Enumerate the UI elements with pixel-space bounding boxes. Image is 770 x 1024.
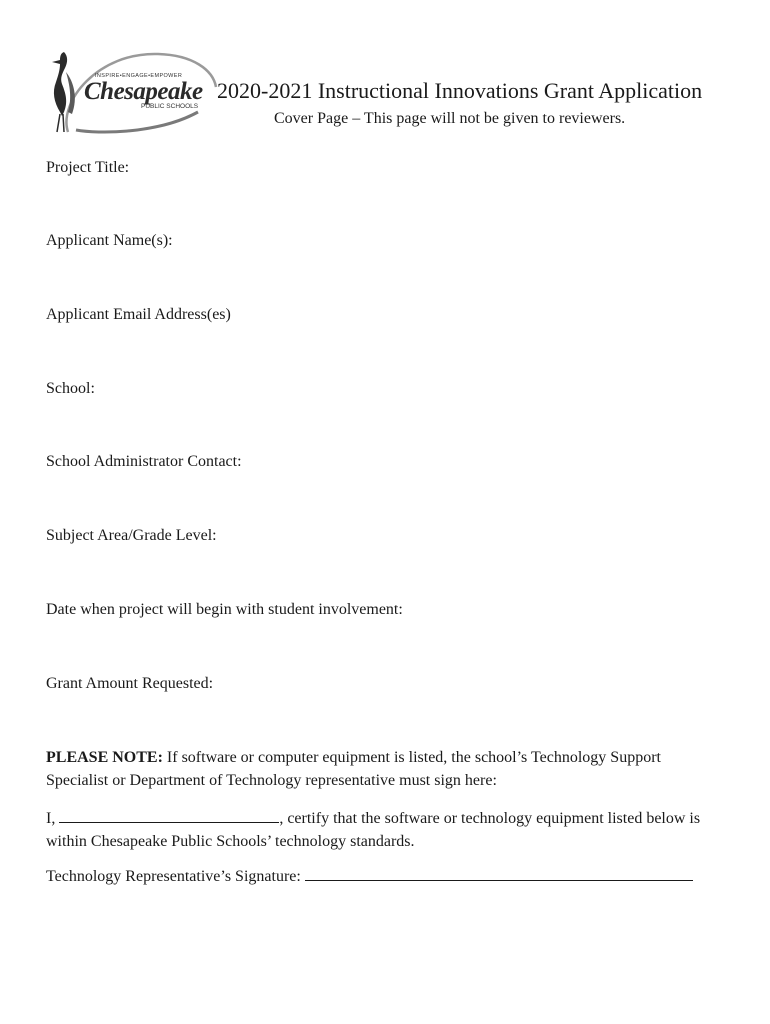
start-date-label: Date when project will begin with student involvement: [46, 601, 403, 618]
please-note-paragraph [46, 746, 726, 792]
school-label: School: [46, 380, 95, 397]
signature-blank[interactable] [305, 879, 693, 881]
cert-prefix: I, [46, 810, 60, 827]
page-title: 2020-2021 Instructional Innovations Grant Application [217, 78, 703, 103]
school-admin-contact-label: School Administrator Contact: [46, 453, 242, 470]
cert-suffix: , certify that the software or technology equipment listed below is within Chesapeake Public Schools’ technology standards. [46, 810, 701, 850]
note-label: PLEASE NOTE: [46, 749, 163, 766]
grant-amount-label: Grant Amount Requested: [46, 675, 214, 692]
subject-grade-label: Subject Area/Grade Level: [46, 527, 217, 544]
note-text: If software or computer equipment is listed, the school’s Technology Support Specialist or Department of Technology representative must sign here: [46, 749, 661, 789]
applicant-names-label: Applicant Name(s): [46, 232, 173, 249]
logo-tagline: INSPIRE•ENGAGE•EMPOWER [95, 73, 183, 79]
logo-subtext: PUBLIC SCHOOLS [141, 103, 199, 110]
signature-label: Technology Representative’s Signature: [46, 868, 305, 885]
certification-paragraph [46, 807, 736, 853]
certifier-name-blank[interactable] [59, 821, 279, 823]
page-subtitle: Cover Page – This page will not be given to reviewers. [274, 110, 626, 127]
logo-name: Chesapeake [84, 78, 203, 105]
applicant-emails-label: Applicant Email Address(es) [46, 306, 231, 323]
project-title-label: Project Title: [46, 159, 130, 176]
signature-row [46, 868, 693, 886]
